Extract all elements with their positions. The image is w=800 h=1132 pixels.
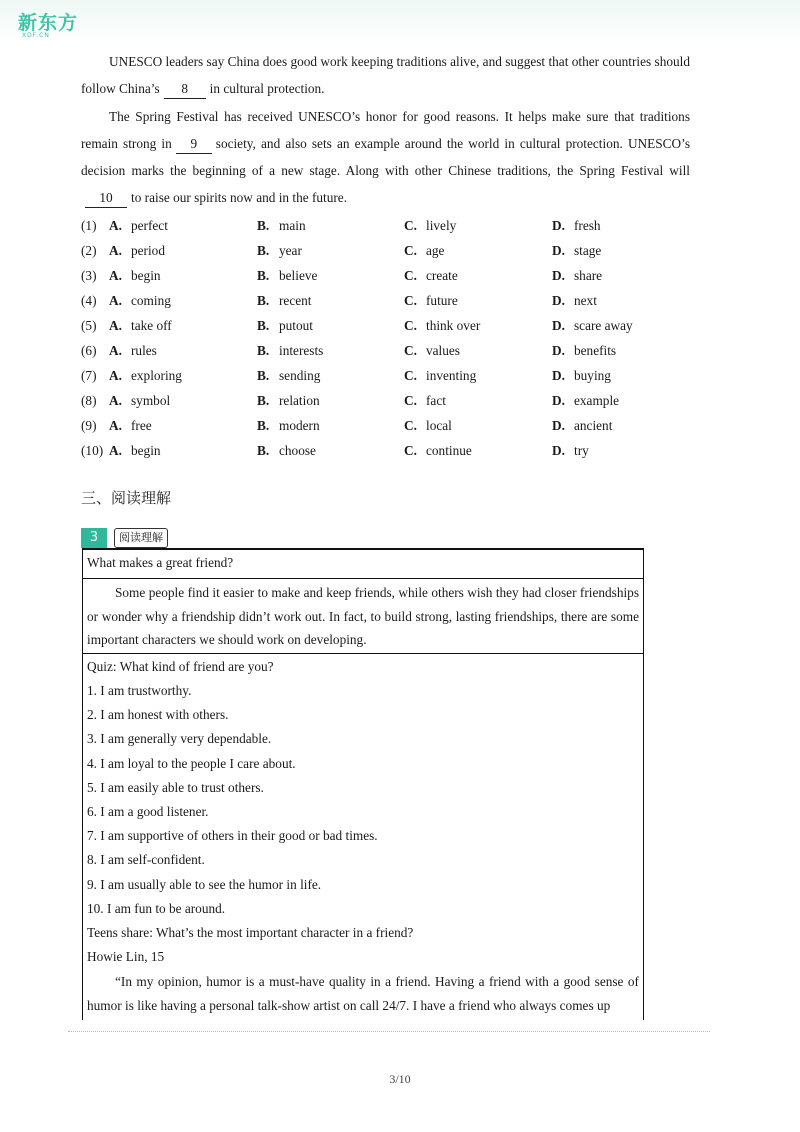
option-number: (5) — [81, 318, 97, 333]
option-number: (1) — [81, 218, 97, 233]
page-number: 3/10 — [389, 1072, 411, 1086]
option-letter-c: C. — [404, 343, 417, 358]
option-text-d: share — [574, 268, 603, 283]
option-text-b: modern — [279, 418, 320, 433]
option-text-d: scare away — [574, 318, 633, 333]
option-text-c: local — [426, 418, 452, 433]
logo-sub-text: XDF.CN — [22, 32, 50, 39]
option-letter-d: D. — [552, 218, 565, 233]
option-number: (10) — [81, 443, 104, 458]
option-letter-c: C. — [404, 293, 417, 308]
option-row — [81, 318, 701, 343]
option-row — [81, 418, 701, 443]
option-text-a: symbol — [131, 393, 171, 408]
reading-box — [82, 548, 644, 1020]
option-text-c: age — [426, 243, 445, 258]
option-number: (4) — [81, 293, 97, 308]
option-letter-b: B. — [257, 268, 270, 283]
passage-p2-a: The Spring Festival has received UNESCO’s honor for good reasons. It helps make sure that traditions remain strong in — [81, 109, 690, 151]
passage-paragraph-1 — [81, 48, 690, 102]
option-text-b: choose — [279, 443, 316, 458]
option-letter-b: B. — [257, 443, 270, 458]
option-letter-a: A. — [109, 368, 122, 383]
option-text-b: year — [279, 243, 302, 258]
option-letter-a: A. — [109, 293, 122, 308]
option-text-d: next — [574, 293, 597, 308]
option-letter-a: A. — [109, 268, 122, 283]
option-letter-d: D. — [552, 418, 565, 433]
option-letter-a: A. — [109, 343, 122, 358]
blank-8: 8 — [164, 80, 206, 99]
option-letter-c: C. — [404, 418, 417, 433]
quiz-item: 5. I am easily able to trust others. — [87, 779, 264, 795]
teens-share-heading: Teens share: What’s the most important character in a friend? — [87, 925, 414, 940]
option-letter-c: C. — [404, 243, 417, 258]
option-text-d: example — [574, 393, 620, 408]
blank-10: 10 — [85, 189, 127, 208]
option-letter-d: D. — [552, 318, 565, 333]
option-number: (8) — [81, 393, 97, 408]
option-row — [81, 243, 701, 268]
option-text-b: interests — [279, 343, 324, 358]
option-letter-a: A. — [109, 243, 122, 258]
option-text-d: try — [574, 443, 589, 458]
option-text-d: ancient — [574, 418, 613, 433]
option-text-c: values — [426, 343, 460, 358]
option-letter-a: A. — [109, 443, 122, 458]
option-number: (9) — [81, 418, 97, 433]
box-divider — [83, 653, 643, 654]
reading-title: What makes a great friend? — [87, 555, 234, 570]
quote-text: “In my opinion, humor is a must-have quality in a friend. Having a friend with a good sense of humor is like having a personal talk-show artist on call 24/7. I have a friend who always comes up — [87, 974, 639, 1013]
quiz-item: 2. I am honest with others. — [87, 707, 229, 723]
option-letter-b: B. — [257, 343, 270, 358]
option-text-a: rules — [131, 343, 157, 358]
option-text-b: believe — [279, 268, 318, 283]
quiz-item: 8. I am self-confident. — [87, 852, 205, 868]
quiz-item: 1. I am trustworthy. — [87, 683, 192, 698]
option-text-c: think over — [426, 318, 481, 333]
option-letter-d: D. — [552, 343, 565, 358]
section-title: 三、阅读理解 — [81, 489, 172, 507]
option-text-c: continue — [426, 443, 472, 458]
option-letter-c: C. — [404, 268, 417, 283]
passage-p2-c: to raise our spirits now and in the future. — [131, 190, 348, 205]
xdf-logo — [18, 8, 80, 38]
quiz-item: 3. I am generally very dependable. — [87, 731, 272, 747]
option-row — [81, 293, 701, 318]
question-number-badge: 3 — [81, 528, 107, 548]
option-letter-b: B. — [257, 393, 270, 408]
option-text-c: lively — [426, 218, 457, 233]
option-letter-b: B. — [257, 368, 270, 383]
option-letter-b: B. — [257, 418, 270, 433]
option-number: (2) — [81, 243, 97, 258]
passage-paragraph-2 — [81, 103, 690, 211]
quiz-item: 10. I am fun to be around. — [87, 900, 226, 916]
option-letter-c: C. — [404, 218, 417, 233]
option-letter-d: D. — [552, 243, 565, 258]
question-type-tag: 阅读理解 — [114, 528, 168, 548]
option-row — [81, 443, 701, 468]
quiz-item: 9. I am usually able to see the humor in life. — [87, 876, 322, 892]
option-letter-c: C. — [404, 443, 417, 458]
option-letter-a: A. — [109, 393, 122, 408]
option-number: (7) — [81, 368, 97, 383]
option-text-a: coming — [131, 293, 171, 308]
box-divider — [83, 578, 643, 579]
option-letter-d: D. — [552, 268, 565, 283]
option-row — [81, 343, 701, 368]
option-letter-d: D. — [552, 293, 565, 308]
option-letter-b: B. — [257, 243, 270, 258]
option-letter-a: A. — [109, 218, 122, 233]
passage-p2-b: society, and also sets an example around the world in cultural protection. UNESCO’s decision marks the beginning of a new stage. Along with other Chinese traditions, the Spring Festival will — [81, 136, 691, 178]
option-text-d: fresh — [574, 218, 601, 233]
option-row — [81, 218, 701, 243]
option-text-c: future — [426, 293, 458, 308]
option-letter-c: C. — [404, 368, 417, 383]
quiz-item: 4. I am loyal to the people I care about. — [87, 755, 296, 771]
logo-main-text: 新东方 — [18, 12, 79, 34]
option-text-a: perfect — [131, 218, 168, 233]
option-text-b: main — [279, 218, 306, 233]
option-letter-d: D. — [552, 443, 565, 458]
option-text-b: relation — [279, 393, 320, 408]
option-letter-a: A. — [109, 318, 122, 333]
footer-divider — [68, 1031, 710, 1032]
option-number: (3) — [81, 268, 97, 283]
option-letter-d: D. — [552, 393, 565, 408]
option-letter-b: B. — [257, 218, 270, 233]
quiz-title: Quiz: What kind of friend are you? — [87, 659, 274, 674]
option-text-b: sending — [279, 368, 321, 383]
reading-intro-text: Some people find it easier to make and keep friends, while others wish they had closer friendships or wonder why a friendship didn’t work out. In fact, to build strong, lasting friendships, there are some important characters we should work on developing. — [87, 585, 639, 647]
option-text-d: stage — [574, 243, 602, 258]
option-text-b: putout — [279, 318, 313, 333]
quiz-item: 6. I am a good listener. — [87, 804, 209, 819]
option-letter-c: C. — [404, 318, 417, 333]
option-number: (6) — [81, 343, 97, 358]
option-text-c: create — [426, 268, 458, 283]
option-text-b: recent — [279, 293, 312, 308]
option-letter-b: B. — [257, 318, 270, 333]
option-letter-a: A. — [109, 418, 122, 433]
option-letter-d: D. — [552, 368, 565, 383]
option-letter-b: B. — [257, 293, 270, 308]
option-text-a: period — [131, 243, 165, 258]
option-text-a: take off — [131, 318, 172, 333]
option-row — [81, 393, 701, 418]
option-row — [81, 368, 701, 393]
passage-p1-b: in cultural protection. — [209, 81, 325, 96]
option-text-c: inventing — [426, 368, 477, 383]
option-text-d: buying — [574, 368, 611, 383]
quote-paragraph — [87, 970, 639, 1017]
option-row — [81, 268, 701, 293]
header-band — [0, 0, 800, 44]
reading-intro — [87, 581, 639, 652]
option-text-a: exploring — [131, 368, 182, 383]
option-text-a: begin — [131, 268, 161, 283]
option-text-d: benefits — [574, 343, 617, 358]
passage-p1-a: UNESCO leaders say China does good work keeping traditions alive, and suggest that other countries should follow China’s — [81, 54, 690, 96]
option-text-c: fact — [426, 393, 446, 408]
quiz-item: 7. I am supportive of others in their good or bad times. — [87, 828, 378, 844]
blank-9: 9 — [176, 135, 212, 154]
option-text-a: begin — [131, 443, 161, 458]
option-text-a: free — [131, 418, 152, 433]
option-letter-c: C. — [404, 393, 417, 408]
author-line: Howie Lin, 15 — [87, 949, 165, 964]
